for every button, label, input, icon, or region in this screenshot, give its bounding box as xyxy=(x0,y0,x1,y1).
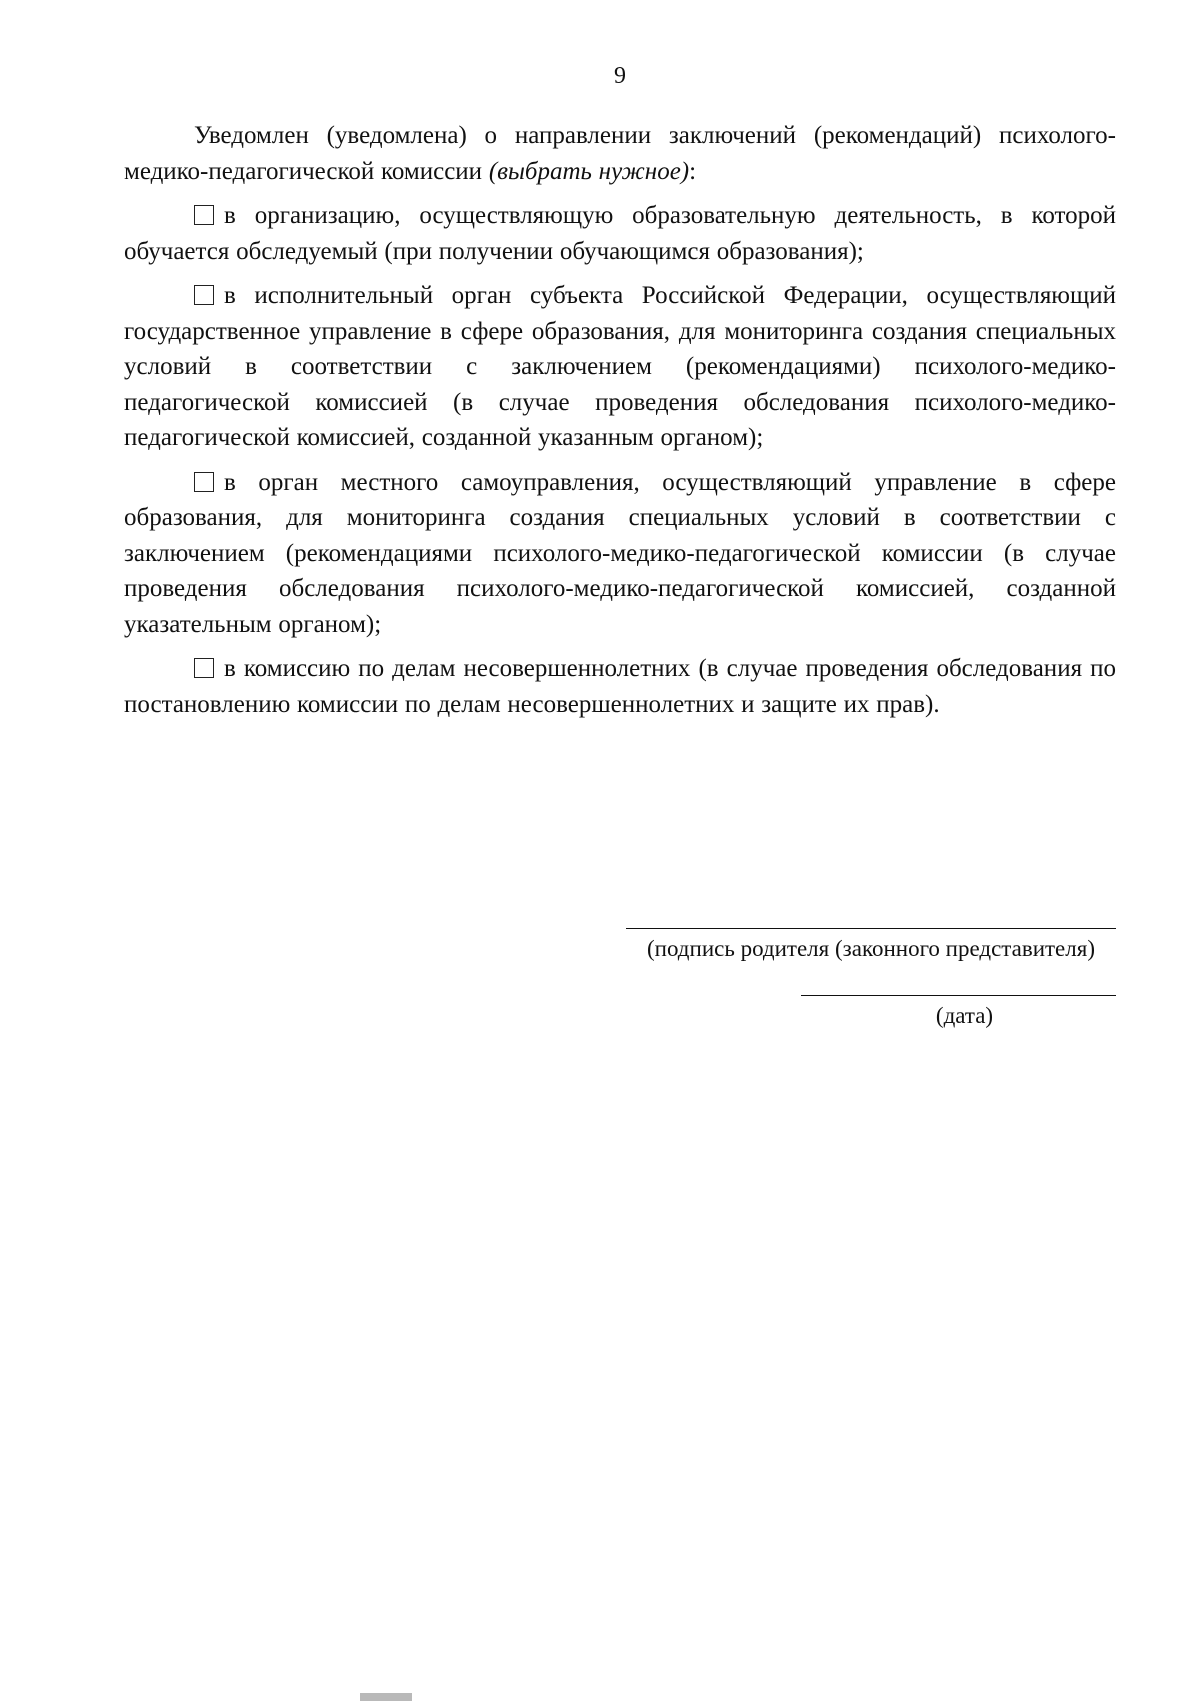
document-body xyxy=(124,118,1116,731)
option-checkbox-2[interactable] xyxy=(194,285,214,305)
option-checkbox-1[interactable] xyxy=(194,205,214,225)
scan-artifact-mark xyxy=(360,1693,412,1701)
option-paragraph-1 xyxy=(124,198,1116,269)
intro-text: Уведомлен (уведомлена) о направлении заключений (рекомендаций) психолого-медико-педагогической комиссии xyxy=(124,122,1116,185)
option-checkbox-4[interactable] xyxy=(194,658,214,678)
date-caption: (дата) xyxy=(935,1003,994,1028)
intro-italic-note: (выбрать нужное) xyxy=(488,157,690,185)
option-checkbox-3[interactable] xyxy=(194,472,214,492)
option-paragraph-3 xyxy=(124,465,1116,643)
page-number: 9 xyxy=(614,63,626,89)
option-paragraph-4 xyxy=(124,651,1116,722)
option-paragraph-2 xyxy=(124,278,1116,456)
option-text-3: в орган местного самоуправления, осуществляющий управление в сфере образования, для мониторинга создания специальных условий в соответствии с заключением (рекомендациями психолого-медико-педагогической комиссии (в случае проведения обследования психолого-медико-педагогической комиссией, созданной указательным органом); xyxy=(124,468,1116,638)
option-text-1: в организацию, осуществляющую образовательную деятельность, в которой обучается обследуемый (при получении обучающимся образования); xyxy=(124,202,1116,265)
intro-suffix: : xyxy=(689,157,697,185)
option-text-2: в исполнительный орган субъекта Российской Федерации, осуществляющий государственное управление в сфере образования, для мониторинга создания специальных условий в соответствии с заключением (рекомендациями) психолого-медико-педагогической комиссией (в случае проведения обследования психолого-медико-педагогической комиссией, созданной указанным органом); xyxy=(124,282,1116,451)
signature-line[interactable] xyxy=(626,928,1116,929)
intro-paragraph xyxy=(124,118,1116,189)
option-text-4: в комиссию по делам несовершеннолетних (в случае проведения обследования по постановлению комиссии по делам несовершеннолетних и защите их прав). xyxy=(124,655,1116,718)
date-line[interactable] xyxy=(801,995,1116,996)
signature-caption: (подпись родителя (законного представителя) xyxy=(647,936,1095,961)
